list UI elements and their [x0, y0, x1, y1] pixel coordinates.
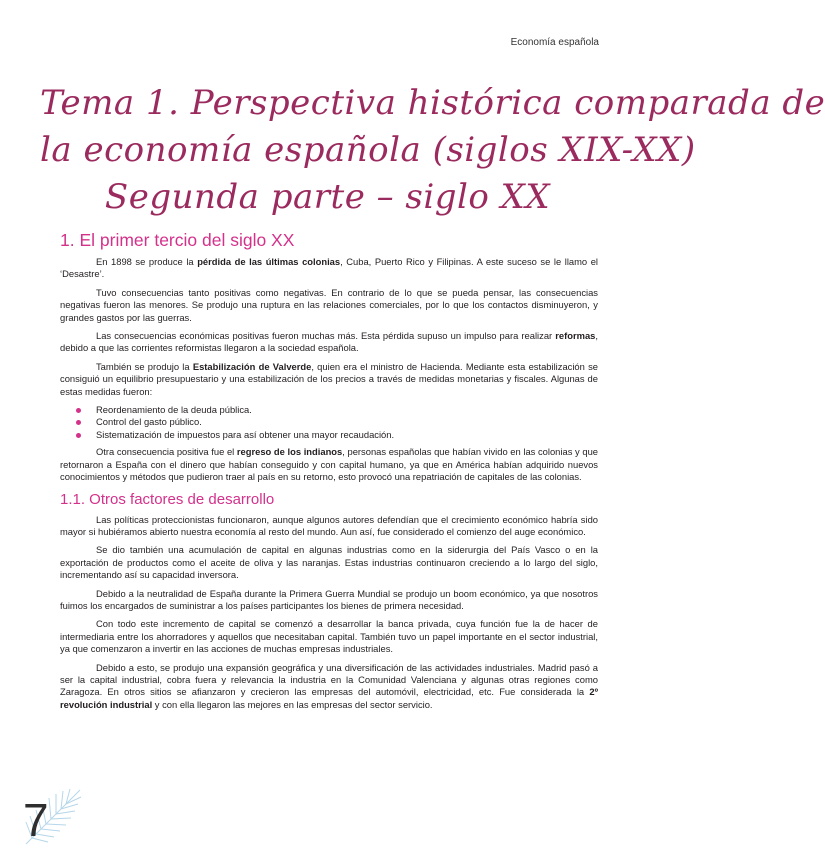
page-number: 7 [23, 794, 49, 846]
measures-list [60, 404, 598, 441]
list-item: Control del gasto público. [60, 416, 598, 428]
title-line-3: Segunda parte – siglo XX [104, 177, 551, 217]
section-heading-1-1: 1.1. Otros factores de desarrollo [60, 490, 275, 508]
paragraph-neutralidad: Debido a la neutralidad de España durante la Primera Guerra Mundial se produjo un boom económico, ya que nosotros fuimos los encargados de suministrar a los países participantes los bienes de primera necesidad. [60, 587, 598, 611]
paragraph-banca: Con todo este incremento de capital se comenzó a desarrollar la banca privada, cuya función fue la de hacer de intermediaria entre los ahorradores y aquellos que necesitaban capital. También tuvo un papel importante en el sector industrial, ya que comenzaron a invertir en las acciones de muchas empresas industriales. [60, 618, 598, 655]
paragraph-valverde: También se produjo la Estabilización de Valverde, quien era el ministro de Hacienda. Mediante esta estabilización se consiguió un equilibrio presupuestario y una estabilización de los precios a través de medidas monetarias y fiscales. Algunas de estas medidas fueron: [60, 360, 598, 397]
paragraph-proteccionismo: Las políticas proteccionistas funcionaron, aunque algunos autores defendían que el crecimiento económico habría sido mayor si hubiéramos abierto nuestra economía al resto del mundo. Aun así, fue considerado el comienzo del auge económico. [60, 513, 598, 537]
list-item: Sistematización de impuestos para así obtener una mayor recaudación. [60, 429, 598, 441]
document-body [60, 229, 598, 717]
paragraph-reformas: Las consecuencias económicas positivas fueron muchas más. Esta pérdida supuso un impulso para realizar reformas, debido a que las corrientes reformistas llegaron a la sociedad española. [60, 330, 598, 354]
list-item: Reordenamiento de la deuda pública. [60, 404, 598, 416]
running-header: Economía española [510, 37, 599, 48]
paragraph-expansion: Debido a esto, se produjo una expansión geográfica y una diversificación de las actividades industriales. Madrid pasó a ser la capital industrial, cobra fuera y relevancia la industria en la Comunidad Valenciana y algunas otras regiones como Zaragoza. En otros sitios se afianzaron y crecieron las empresas del automóvil, electricidad, etc. Fue considerada la 2º revolución industrial y con ella llegaron las mejores en las empresas del sector servicio. [60, 661, 598, 710]
paragraph-indianos: Otra consecuencia positiva fue el regreso de los indianos, personas españolas que habían vivido en las colonias y que retornaron a España con el dinero que habían conseguido y con capital humano, ya que en América habían adquirido nuevos conocimientos y métodos que pudieron traer al país en su retorno, esto provocó una repatriación de capitales de las colonias. [60, 446, 598, 483]
paragraph-desastre: En 1898 se produce la pérdida de las últimas colonias, Cuba, Puerto Rico y Filipinas. A este suceso se le llamo el ‘Desastre’. [60, 256, 598, 280]
title-line-1: Tema 1. Perspectiva histórica comparada de [40, 83, 825, 123]
page-title [40, 80, 825, 221]
title-line-2: la economía española (siglos XIX-XX) [40, 130, 696, 170]
paragraph-consecuencias: Tuvo consecuencias tanto positivas como negativas. En contrario de lo que se pueda pensar, las consecuencias negativas fueron las menores. Se produjo una ruptura en las relaciones comerciales, por lo que los contactos disminuyeron, y grandes gastos por las guerras. [60, 286, 598, 323]
paragraph-acumulacion: Se dio también una acumulación de capital en algunas industrias como en la siderurgia del País Vasco o en la exportación de productos como el aceite de oliva y las naranjas. Estas industrias continuaron creciendo a lo largo del siglo, incrementando así su capacidad inversora. [60, 544, 598, 581]
section-heading-1: 1. El primer tercio del siglo XX [60, 230, 295, 250]
